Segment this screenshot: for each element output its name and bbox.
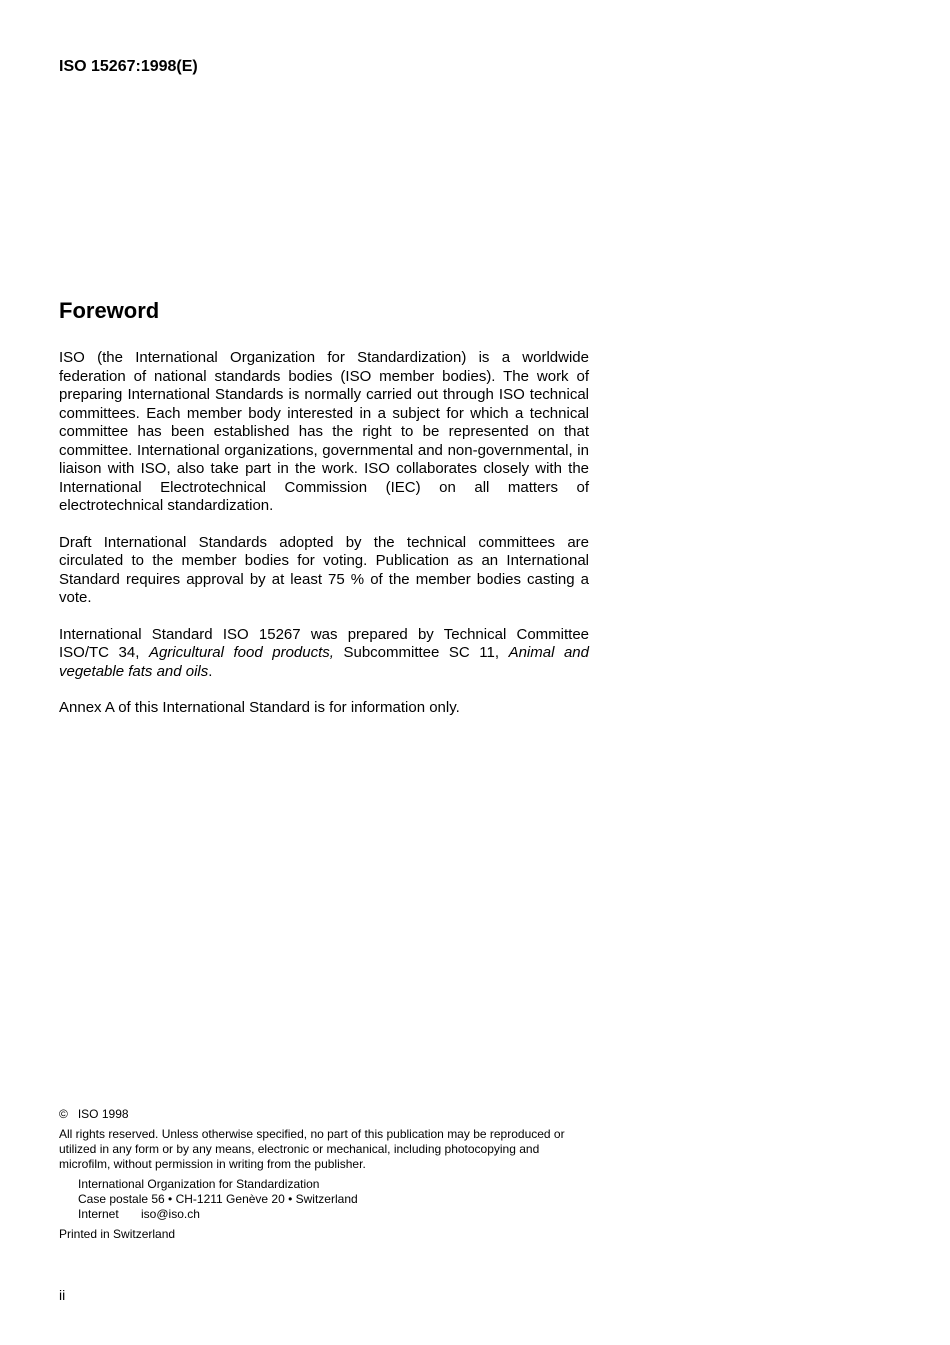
address-block bbox=[59, 1177, 591, 1222]
paragraph-3-text-2: Subcommittee SC 11, bbox=[333, 644, 509, 661]
document-id-header: ISO 15267:1998(E) bbox=[59, 58, 198, 75]
copyright-line bbox=[59, 1107, 591, 1122]
page-title: Foreword bbox=[59, 298, 160, 323]
page-number: ii bbox=[59, 1287, 66, 1303]
paragraph-2: Draft International Standards adopted by the technical committees are circulated to the member bodies for voting. Publication as an International Standard requires approval by at least 75 % of the member bodies casting a vote. bbox=[59, 533, 589, 606]
copyright-text: ISO 1998 bbox=[77, 1107, 129, 1121]
paragraph-3 bbox=[59, 626, 589, 682]
internet-line bbox=[78, 1207, 591, 1222]
rights-notice: All rights reserved. Unless otherwise specified, no part of this publication may be reproduced or utilized in any form or by any means, electronic or mechanical, including photocopying and microfilm, without permission in writing from the publisher. bbox=[59, 1127, 565, 1171]
organization-name: International Organization for Standardization bbox=[78, 1177, 320, 1191]
foreword-body bbox=[59, 349, 589, 736]
copyright-footer bbox=[59, 1107, 591, 1242]
subcommittee-name: Animal and vegetable fats and oils bbox=[59, 644, 589, 680]
paragraph-3-text-1: International Standard ISO 15267 was prepared by Technical Committee ISO/TC 34, bbox=[59, 625, 589, 661]
internet-label: Internet bbox=[78, 1207, 119, 1221]
paragraph-3-text-3: . bbox=[208, 662, 213, 680]
committee-name: Agricultural food products, bbox=[148, 644, 334, 661]
paragraph-4: Annex A of this International Standard is for information only. bbox=[59, 699, 460, 716]
internet-email: iso@iso.ch bbox=[141, 1207, 200, 1221]
postal-address: Case postale 56 • CH-1211 Genève 20 • Switzerland bbox=[78, 1192, 358, 1206]
copyright-icon: © bbox=[59, 1107, 68, 1121]
printed-in: Printed in Switzerland bbox=[59, 1227, 176, 1241]
paragraph-1: ISO (the International Organization for Standardization) is a worldwide federation of national standards bodies (ISO member bodies). The work of preparing International Standards is normally carried out through ISO technical committees. Each member body interested in a subject for which a technical committee has been established has the right to be represented on that committee. International organizations, governmental and non-governmental, in liaison with ISO, also take part in the work. ISO collaborates closely with the International Electrotechnical Commission (IEC) on all matters of electrotechnical standardization. bbox=[59, 349, 589, 514]
